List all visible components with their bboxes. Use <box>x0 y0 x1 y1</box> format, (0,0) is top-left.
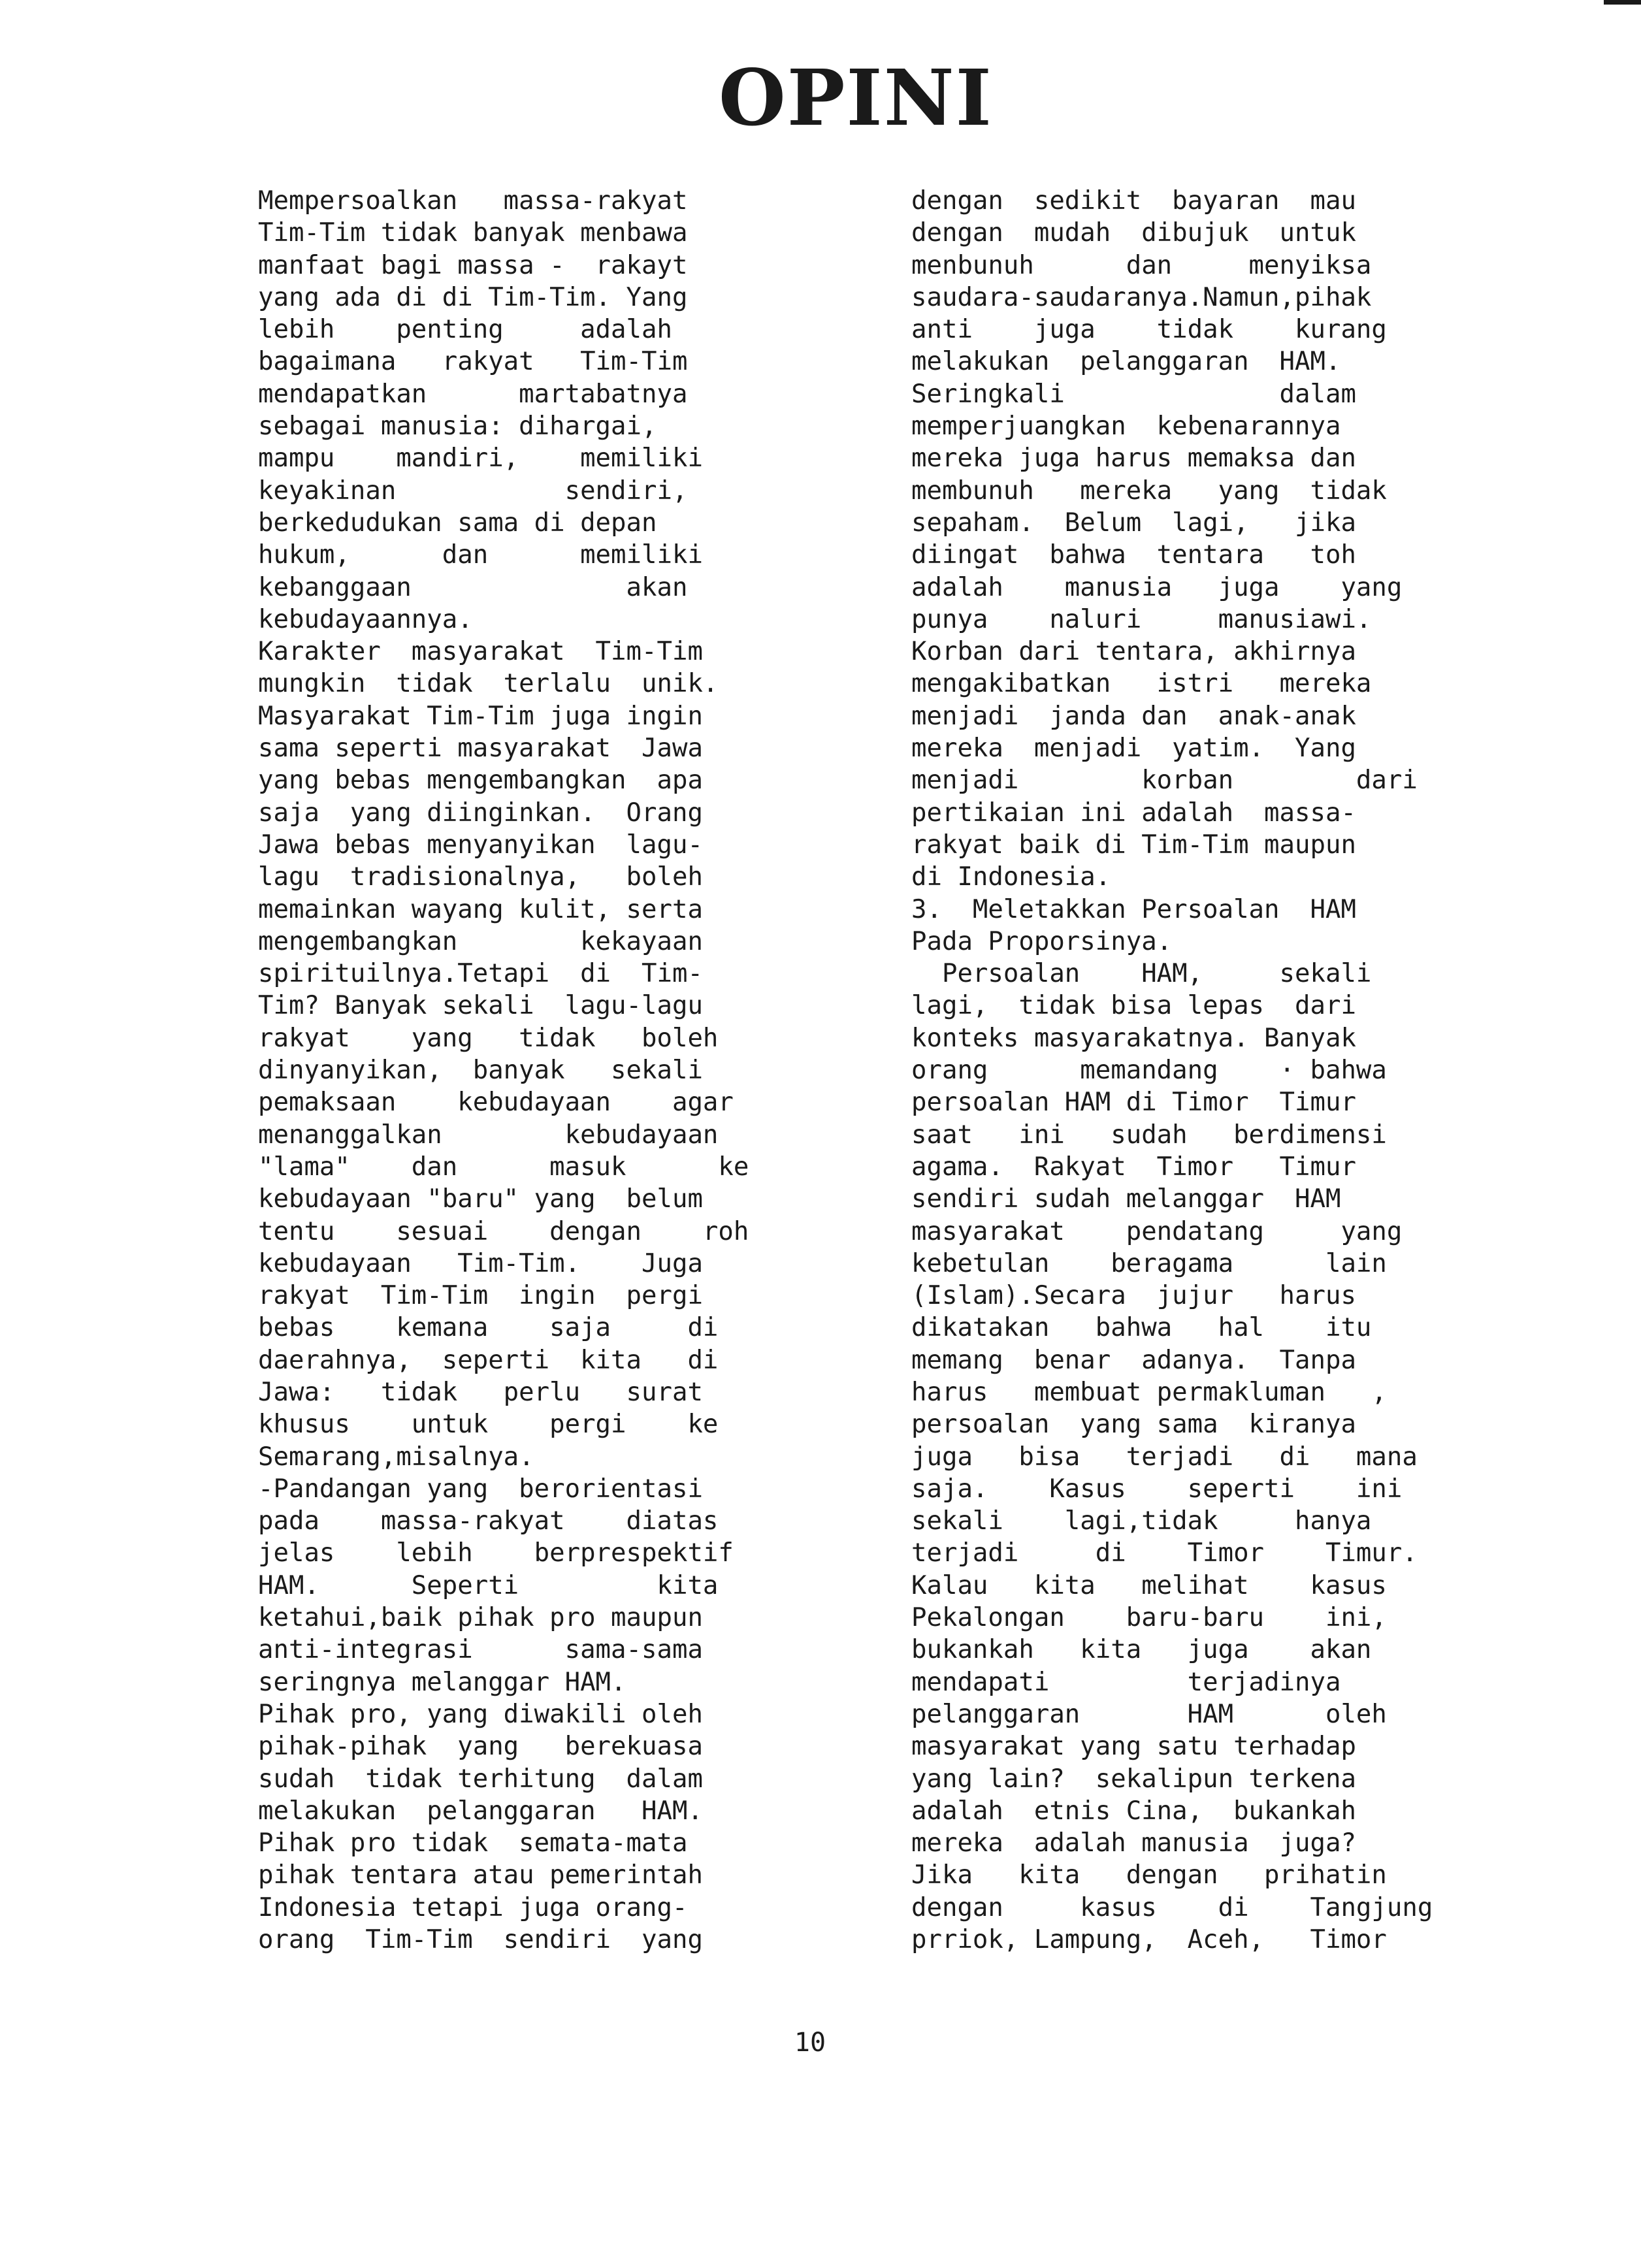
text-line: Seringkali dalam <box>911 379 1356 409</box>
scan-edge-mark <box>1604 0 1641 5</box>
text-line: dengan kasus di Tangjung <box>911 1892 1433 1922</box>
text-line: Semarang,misalnya. <box>258 1442 534 1472</box>
text-line: membunuh mereka yang tidak <box>911 476 1387 506</box>
text-line: menbunuh dan menyiksa <box>911 250 1372 280</box>
text-line: Karakter masyarakat Tim-Tim <box>258 637 703 667</box>
text-line: masyarakat yang satu terhadap <box>911 1732 1356 1762</box>
text-line: dengan sedikit bayaran mau <box>911 186 1356 216</box>
text-line: sebagai manusia: dihargai, <box>258 412 657 442</box>
text-line: sama seperti masyarakat Jawa <box>258 734 703 764</box>
section-heading: OPINI <box>719 52 993 143</box>
text-line: 3. Meletakkan Persoalan HAM <box>911 894 1356 924</box>
text-line: Tim? Banyak sekali lagu-lagu <box>258 991 703 1021</box>
text-line: saja. Kasus seperti ini <box>911 1474 1403 1504</box>
text-line: spirituilnya.Tetapi di Tim- <box>258 959 703 989</box>
text-line: "lama" dan masuk ke <box>258 1152 749 1182</box>
text-line: pertikaian ini adalah massa- <box>911 798 1356 828</box>
text-line: bukankah kita juga akan <box>911 1635 1372 1665</box>
text-line: adalah etnis Cina, bukankah <box>911 1796 1356 1826</box>
text-line: juga bisa terjadi di mana <box>911 1442 1418 1472</box>
text-line: anti juga tidak kurang <box>911 315 1387 345</box>
text-line: mereka juga harus memaksa dan <box>911 444 1356 474</box>
text-line: Masyarakat Tim-Tim juga ingin <box>258 701 703 731</box>
text-line: kebudayaannya. <box>258 604 473 634</box>
text-line: kebanggaan akan <box>258 572 688 602</box>
text-line: berkedudukan sama di depan <box>258 508 657 538</box>
text-line: di Indonesia. <box>911 862 1111 892</box>
left-text-column <box>258 185 825 1956</box>
text-line: konteks masyarakatnya. Banyak <box>911 1023 1356 1053</box>
text-line: prriok, Lampung, Aceh, Timor <box>911 1925 1387 1955</box>
text-line: yang bebas mengembangkan apa <box>258 766 703 796</box>
text-line: mereka adalah manusia juga? <box>911 1828 1356 1858</box>
text-line: pihak tentara atau pemerintah <box>258 1860 703 1890</box>
text-line: Pekalongan baru-baru ini, <box>911 1603 1387 1633</box>
text-line: lagu tradisionalnya, boleh <box>258 862 703 892</box>
text-line: Korban dari tentara, akhirnya <box>911 637 1356 667</box>
text-line: saat ini sudah berdimensi <box>911 1120 1387 1150</box>
text-line: pelanggaran HAM oleh <box>911 1699 1387 1729</box>
text-line: dengan mudah dibujuk untuk <box>911 218 1356 248</box>
text-line: rakyat yang tidak boleh <box>258 1023 719 1053</box>
text-line: Jawa bebas menyanyikan lagu- <box>258 830 703 860</box>
text-line: Mempersoalkan massa-rakyat <box>258 186 688 216</box>
text-line: yang lain? sekalipun terkena <box>911 1764 1356 1794</box>
text-line: bebas kemana saja di <box>258 1313 719 1343</box>
text-line: pemaksaan kebudayaan agar <box>258 1088 734 1118</box>
text-line: yang ada di di Tim-Tim. Yang <box>258 282 688 312</box>
text-line: khusus untuk pergi ke <box>258 1410 719 1440</box>
text-line: kebudayaan Tim-Tim. Juga <box>258 1248 703 1278</box>
text-line: (Islam).Secara jujur harus <box>911 1281 1356 1311</box>
page-number: 10 <box>794 2028 826 2058</box>
text-line: masyarakat pendatang yang <box>911 1216 1403 1246</box>
text-line: orang Tim-Tim sendiri yang <box>258 1925 703 1955</box>
text-line: memainkan wayang kulit, serta <box>258 894 703 924</box>
text-line: Persoalan HAM, sekali <box>911 959 1372 989</box>
text-line: bagaimana rakyat Tim-Tim <box>258 347 688 377</box>
text-line: rakyat baik di Tim-Tim maupun <box>911 830 1356 860</box>
text-line: saja yang diinginkan. Orang <box>258 798 703 828</box>
text-line: menjadi janda dan anak-anak <box>911 701 1356 731</box>
text-line: Pada Proporsinya. <box>911 926 1173 956</box>
text-line: jelas lebih berprespektif <box>258 1538 734 1568</box>
text-line: kebetulan beragama lain <box>911 1248 1387 1278</box>
text-line: hukum, dan memiliki <box>258 540 703 570</box>
text-line: harus membuat permakluman , <box>911 1377 1387 1407</box>
text-line: menjadi korban dari <box>911 766 1418 796</box>
text-line: pada massa-rakyat diatas <box>258 1506 719 1536</box>
text-line: agama. Rakyat Timor Timur <box>911 1152 1356 1182</box>
text-line: HAM. Seperti kita <box>258 1570 719 1600</box>
text-line: mendapatkan martabatnya <box>258 379 688 409</box>
text-line: pihak-pihak yang berekuasa <box>258 1732 703 1762</box>
text-line: sendiri sudah melanggar HAM <box>911 1184 1341 1214</box>
text-line: mampu mandiri, memiliki <box>258 444 703 474</box>
text-line: Indonesia tetapi juga orang- <box>258 1892 688 1922</box>
text-line: melakukan pelanggaran HAM. <box>911 347 1341 377</box>
text-line: sekali lagi,tidak hanya <box>911 1506 1372 1536</box>
text-line: lagi, tidak bisa lepas dari <box>911 991 1356 1021</box>
text-line: seringnya melanggar HAM. <box>258 1667 626 1697</box>
text-line: Jika kita dengan prihatin <box>911 1860 1387 1890</box>
text-line: terjadi di Timor Timur. <box>911 1538 1418 1568</box>
text-line: Jawa: tidak perlu surat <box>258 1377 703 1407</box>
text-line: mengakibatkan istri mereka <box>911 669 1372 699</box>
text-line: punya naluri manusiawi. <box>911 604 1372 634</box>
text-line: Pihak pro, yang diwakili oleh <box>258 1699 703 1729</box>
text-line: persoalan yang sama kiranya <box>911 1410 1356 1440</box>
text-line: dinyanyikan, banyak sekali <box>258 1056 703 1086</box>
right-text-column <box>911 185 1512 1956</box>
text-line: anti-integrasi sama-sama <box>258 1635 703 1665</box>
text-line: rakyat Tim-Tim ingin pergi <box>258 1281 703 1311</box>
text-line: keyakinan sendiri, <box>258 476 688 506</box>
text-line: mengembangkan kekayaan <box>258 926 703 956</box>
text-line: tentu sesuai dengan roh <box>258 1216 749 1246</box>
text-line: saudara-saudaranya.Namun,pihak <box>911 282 1372 312</box>
text-line: diingat bahwa tentara toh <box>911 540 1356 570</box>
text-line: mendapati terjadinya <box>911 1667 1341 1697</box>
text-line: -Pandangan yang berorientasi <box>258 1474 703 1504</box>
text-line: adalah manusia juga yang <box>911 572 1403 602</box>
text-line: Tim-Tim tidak banyak menbawa <box>258 218 688 248</box>
text-line: orang memandang · bahwa <box>911 1056 1387 1086</box>
text-line: ketahui,baik pihak pro maupun <box>258 1603 703 1633</box>
text-line: sudah tidak terhitung dalam <box>258 1764 703 1794</box>
text-line: manfaat bagi massa - rakayt <box>258 250 688 280</box>
text-line: daerahnya, seperti kita di <box>258 1345 719 1375</box>
text-line: melakukan pelanggaran HAM. <box>258 1796 703 1826</box>
text-line: kebudayaan "baru" yang belum <box>258 1184 703 1214</box>
text-line: memang benar adanya. Tanpa <box>911 1345 1356 1375</box>
text-line: mereka menjadi yatim. Yang <box>911 734 1356 764</box>
text-line: Pihak pro tidak semata-mata <box>258 1828 688 1858</box>
text-line: Kalau kita melihat kasus <box>911 1570 1387 1600</box>
text-line: mungkin tidak terlalu unik. <box>258 669 719 699</box>
text-line: persoalan HAM di Timor Timur <box>911 1088 1356 1118</box>
text-line: sepaham. Belum lagi, jika <box>911 508 1356 538</box>
text-line: dikatakan bahwa hal itu <box>911 1313 1372 1343</box>
text-line: memperjuangkan kebenarannya <box>911 412 1341 442</box>
text-line: menanggalkan kebudayaan <box>258 1120 719 1150</box>
text-line: lebih penting adalah <box>258 315 672 345</box>
